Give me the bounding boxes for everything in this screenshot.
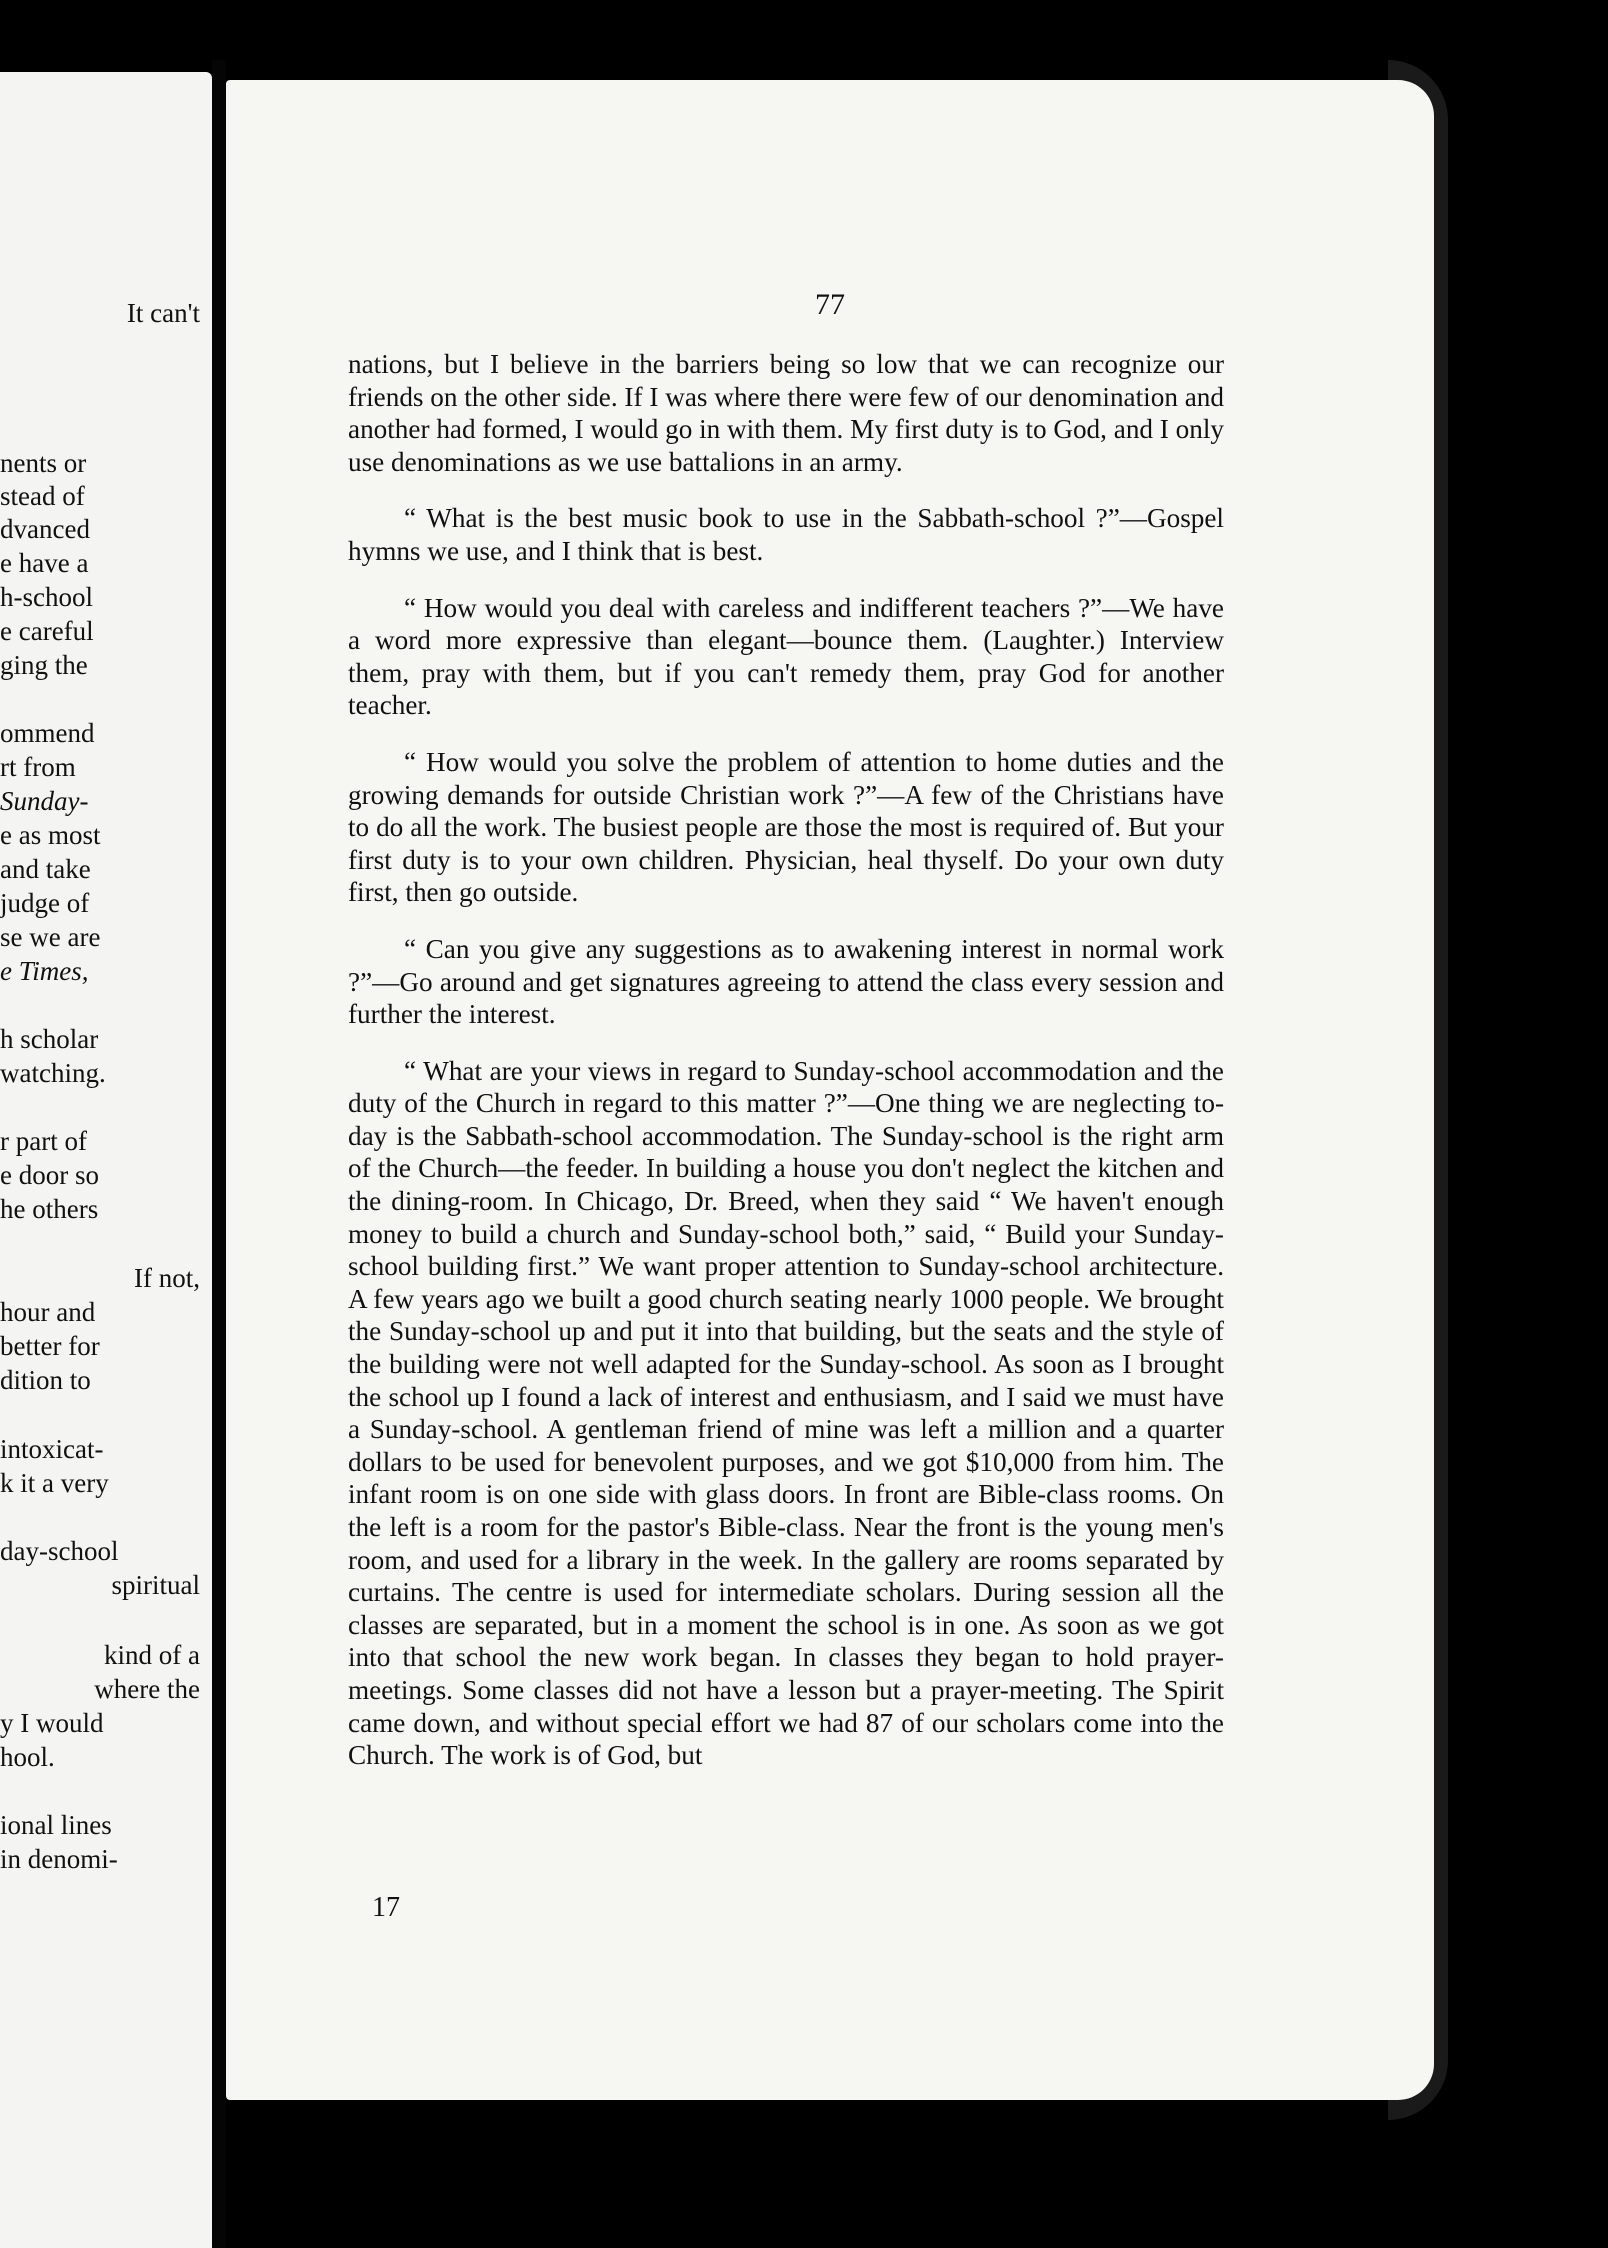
left-page-text-fragment: k it a very — [0, 1468, 109, 1498]
left-page-text-fragment: judge of — [0, 888, 90, 918]
left-page-text-fragment: and take — [0, 854, 91, 884]
left-page-text-fragment: ging the — [0, 650, 88, 680]
left-page-text-fragment: in denomi- — [0, 1844, 118, 1874]
left-page-text-fragment: dition to — [0, 1365, 91, 1395]
page-number: 77 — [815, 288, 845, 321]
left-page-text-fragment: watching. — [0, 1058, 106, 1088]
left-page-text-fragment: e Times, — [0, 956, 89, 986]
body-text — [348, 348, 1224, 1796]
left-page-text-fragment: e as most — [0, 820, 101, 850]
left-page-text-fragment: stead of — [0, 481, 85, 511]
paragraph-music-book: “ What is the best music book to use in the Sabbath-school ?”—Gospel hymns we use, and I think that is best. — [348, 503, 1224, 566]
left-page-text-fragment: rt from — [0, 752, 76, 782]
left-page-text-fragment: e have a — [0, 548, 89, 578]
left-page-text-fragment: Sunday- — [0, 786, 89, 816]
left-page-text-fragment: hool. — [0, 1742, 55, 1772]
paragraph-normal-work: “ Can you give any suggestions as to awakening interest in normal work ?”—Go around and get signatures agreeing to attend the class every session and further the interest. — [348, 933, 1224, 1030]
left-page-text-fragment: If not, — [134, 1263, 200, 1293]
left-page-text-fragment: e door so — [0, 1160, 99, 1190]
left-page-text-fragment: hour and — [0, 1297, 96, 1327]
paragraph-careless-teachers: “ How would you deal with careless and indifferent teachers ?”—We have a word more expressive than elegant—bounce them. (Laughter.) Interview them, pray with them, but if you can't remedy them, pray God for another teacher. — [348, 592, 1224, 721]
left-page — [0, 72, 212, 2248]
book-gutter — [212, 60, 226, 2248]
left-page-text-fragment: spiritual — [111, 1570, 200, 1600]
paragraph-home-duties: “ How would you solve the problem of attention to home duties and the growing demands for outside Christian work ?”—A few of the Christians have to do all the work. The busiest people are those the most is required of. But your first duty is to your own children. Physician, heal thyself. Do your own duty first, then go outside. — [348, 746, 1224, 908]
left-page-text-fragment: where the — [94, 1674, 200, 1704]
left-page-text-fragment: r part of — [0, 1126, 87, 1156]
left-page-text-fragment: ional lines — [0, 1810, 112, 1840]
left-page-text-fragment: y I would — [0, 1708, 104, 1738]
right-page — [226, 80, 1434, 2100]
left-page-text-fragment: intoxicat- — [0, 1434, 104, 1464]
left-page-text-fragment: It can't — [126, 298, 200, 328]
left-page-text-fragment: day-school — [0, 1536, 119, 1566]
left-page-text-fragment: dvanced — [0, 514, 90, 544]
left-page-text-fragment: nents or — [0, 448, 87, 478]
paragraph-accommodation: “ What are your views in regard to Sunday-school accommodation and the duty of the Church in regard to this matter ?”—One thing we are neglecting to-day is the Sabbath-school accommodation. The Sunday-school is the right arm of the Church—the feeder. In building a house you don't neglect the kitchen and the dining-room. In Chicago, Dr. Breed, when they said “ We haven't enough money to build a church and Sunday-school both,” said, “ Build your Sunday-school building first.” We want proper attention to Sunday-school architecture. A few years ago we built a good church seating nearly 1000 people. We brought the Sunday-school up and put it into that building, but the seats and the style of the building were not well adapted for the Sunday-school. As soon as I brought the school up I found a lack of interest and enthusiasm, and I said we must have a Sunday-school. A gentleman friend of mine was left a million and a quarter dollars to be used for benevolent purposes, and we got $10,000 from him. The infant room is on one side with glass doors. In front are Bible-class rooms. On the left is a room for the pastor's Bible-class. Near the front is the young men's room, and used for a library in the week. In the gallery are rooms separated by curtains. The centre is used for intermediate scholars. During session all the classes are separated, but in a moment the school is in one. As soon as we got into that school the new work began. In classes they began to hold prayer-meetings. Some classes did not have a lesson but a prayer-meeting. The Spirit came down, and without special effort we had 87 of our scholars come into the Church. The work is of God, but — [348, 1055, 1224, 1771]
signature-mark: 17 — [372, 1892, 400, 1923]
left-page-text-fragment: se we are — [0, 922, 101, 952]
left-page-text-fragment: e careful — [0, 616, 94, 646]
paragraph-continuation: nations, but I believe in the barriers being so low that we can recognize our friends on the other side. If I was where there were few of our denomination and another had formed, I would go in with them. My first duty is to God, and I only use denominations as we use battalions in an army. — [348, 349, 1224, 477]
left-page-text-fragment: he others — [0, 1194, 99, 1224]
left-page-text-fragment: better for — [0, 1331, 100, 1361]
left-page-text-fragment: h scholar — [0, 1024, 99, 1054]
left-page-text-fragment: ommend — [0, 718, 95, 748]
left-page-text-fragment: kind of a — [104, 1640, 200, 1670]
left-page-text-fragment: h-school — [0, 582, 93, 612]
